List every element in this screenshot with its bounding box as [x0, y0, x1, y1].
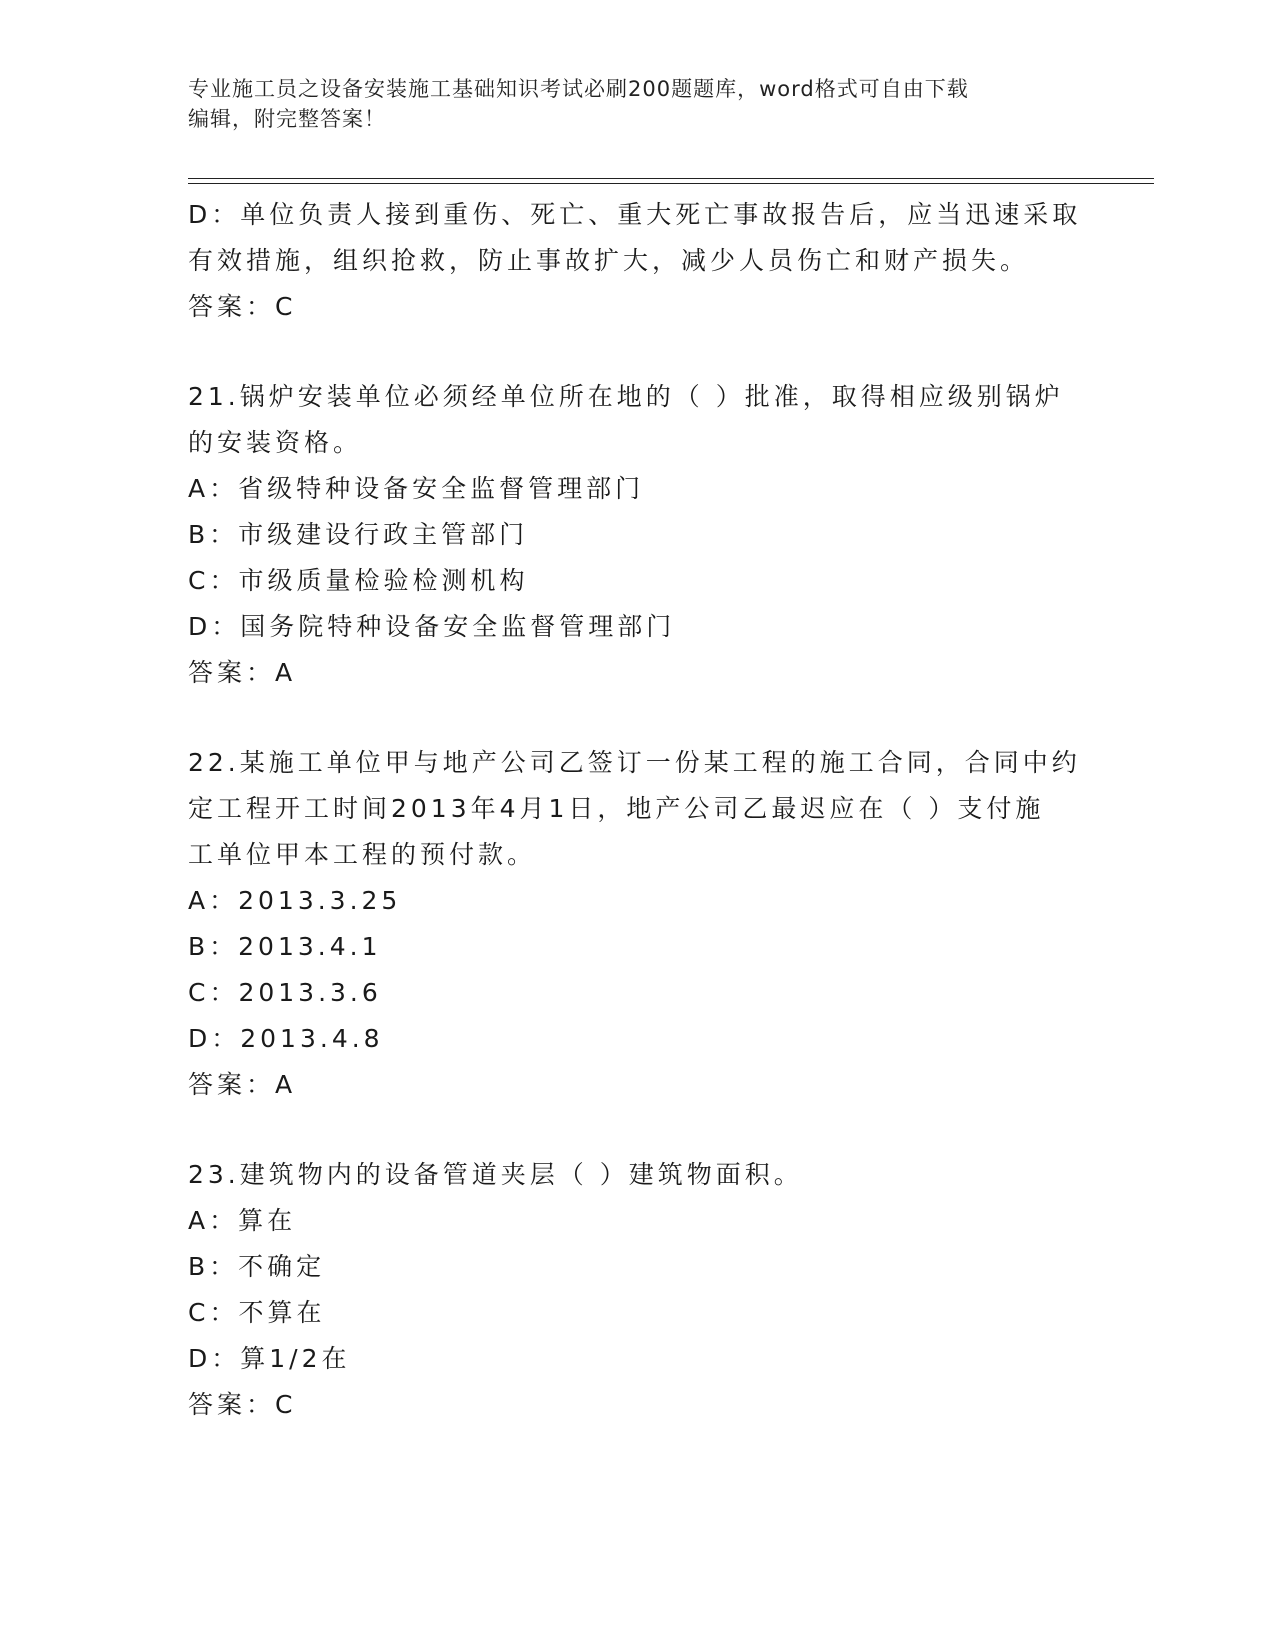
option-a: A：2013.3.25 [188, 886, 402, 915]
question-stem: 定工程开工时间2013年4月1日，地产公司乙最迟应在（ ）支付施 [188, 794, 1045, 823]
question-stem: 工单位甲本工程的预付款。 [188, 840, 537, 869]
question-22 [188, 740, 1088, 1108]
spacer [188, 330, 1088, 374]
answer-line: 答案：C [188, 292, 297, 321]
question-stem: 的安装资格。 [188, 428, 363, 457]
option-c: C：2013.3.6 [188, 978, 382, 1007]
option-d: D：国务院特种设备安全监督管理部门 [188, 612, 676, 641]
question-stem: 21.锅炉安装单位必须经单位所在地的（ ）批准，取得相应级别锅炉 [188, 382, 1064, 411]
previous-question-tail [188, 192, 1088, 330]
question-21 [188, 374, 1088, 696]
header-divider [188, 178, 1154, 184]
option-d: D：算1/2在 [188, 1344, 351, 1373]
option-d: D：2013.4.8 [188, 1024, 384, 1053]
spacer [188, 1108, 1088, 1152]
header-title-line-1: 专业施工员之设备安装施工基础知识考试必刷200题题库，word格式可自由下载 [188, 77, 969, 101]
option-c: C：市级质量检验检测机构 [188, 566, 529, 595]
answer-line: 答案：A [188, 1070, 297, 1099]
option-b: B：不确定 [188, 1252, 326, 1281]
option-d-line: 有效措施，组织抢救，防止事故扩大，减少人员伤亡和财产损失。 [188, 246, 1030, 275]
option-b: B：2013.4.1 [188, 932, 382, 961]
answer-line: 答案：C [188, 1390, 297, 1419]
question-stem: 23.建筑物内的设备管道夹层（ ）建筑物面积。 [188, 1160, 803, 1189]
option-a: A：省级特种设备安全监督管理部门 [188, 474, 645, 503]
page-header [188, 74, 1068, 134]
option-c: C：不算在 [188, 1298, 326, 1327]
option-a: A：算在 [188, 1206, 297, 1235]
question-stem: 22.某施工单位甲与地产公司乙签订一份某工程的施工合同，合同中约 [188, 748, 1081, 777]
option-b: B：市级建设行政主管部门 [188, 520, 529, 549]
header-title-line-2: 编辑，附完整答案！ [188, 107, 386, 131]
question-23 [188, 1152, 1088, 1428]
spacer [188, 696, 1088, 740]
answer-line: 答案：A [188, 658, 297, 687]
option-d-line: D：单位负责人接到重伤、死亡、重大死亡事故报告后，应当迅速采取 [188, 200, 1082, 229]
document-body [188, 192, 1088, 1428]
